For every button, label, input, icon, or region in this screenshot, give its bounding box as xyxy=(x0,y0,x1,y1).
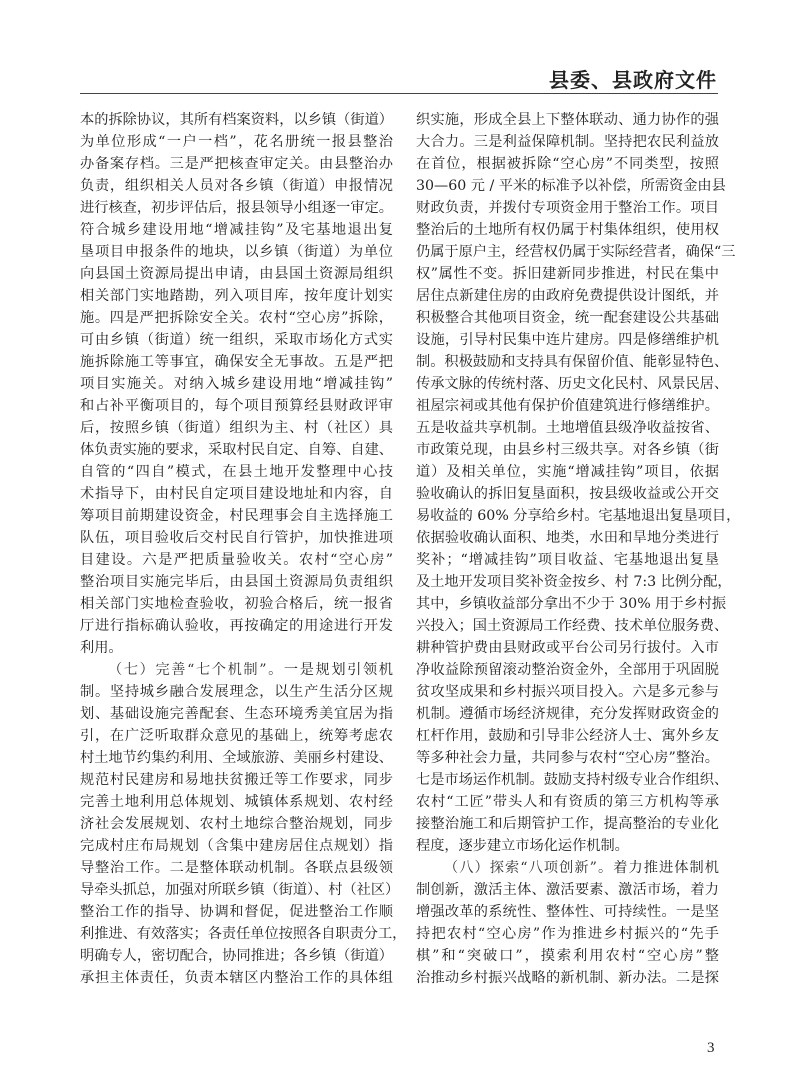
text-line: 及土地开发项目奖补资金按乡、村 7:3 比例分配， xyxy=(416,574,732,590)
text-line: 传承文脉的传统村落、历史文化民村、风景民居、 xyxy=(416,376,729,392)
text-line: 五是收益共享机制。土地增值县级净收益按省、 xyxy=(416,420,719,436)
text-line: 承担主体责任，负责本辖区内整治工作的具体组 xyxy=(80,970,393,986)
paragraph xyxy=(416,109,741,857)
text-line-content: 一是规划引领机 xyxy=(283,662,393,678)
text-line: 持把农村“空心房”作为推进乡村振兴的“先手 xyxy=(416,926,719,942)
text-line: 验收确认的拆旧复垦面积，按县级收益或公开交 xyxy=(416,486,719,502)
right-text-column xyxy=(416,109,741,989)
text-line: 术指导下，由村民自定项目建设地址和内容，自 xyxy=(80,486,393,502)
text-line: 导整治工作。二是整体联动机制。各联点县级领 xyxy=(80,860,393,876)
paragraph xyxy=(80,659,407,989)
text-line: 兴投入；国土资源局工作经费、技术单位服务费、 xyxy=(416,618,729,634)
text-line: 完善土地利用总体规划、城镇体系规划、农村经 xyxy=(80,794,393,810)
text-line: 贫攻坚成果和乡村振兴项目投入。六是多元参与 xyxy=(416,684,719,700)
text-line: 易收益的 60% 分享给乡村。宅基地退出复垦项目， xyxy=(416,508,741,524)
text-line: 治推动乡村振兴战略的新机制、新办法。二是探 xyxy=(416,970,719,986)
text-line: 农村“工匠”带头人和有资质的第三方机构等承 xyxy=(416,794,719,810)
text-line: 积极整合其他项目资金，统一配套建设公共基础 xyxy=(416,310,719,326)
text-line: 规范村民建房和易地扶贫搬迁等工作要求，同步 xyxy=(80,772,393,788)
text-line: 制创新，激活主体、激活要素、激活市场，着力 xyxy=(416,882,719,898)
text-line: 明确专人，密切配合，协同推进；各乡镇（街道） xyxy=(80,948,393,964)
paragraph xyxy=(416,857,719,989)
text-line: 机制。遵循市场经济规律，充分发挥财政资金的 xyxy=(416,706,719,722)
text-line: 设施，引导村民集中连片建房。四是修缮维护机 xyxy=(416,332,719,348)
section-heading: （七）完善“七个机制”。 xyxy=(108,662,284,678)
text-line: 等多种社会力量，共同参与农村“空心房”整治。 xyxy=(416,750,719,766)
text-line: 棋”和“突破口”，摸索利用农村“空心房”整 xyxy=(416,948,719,964)
text-line: 利推进、有效落实；各责任单位按照各自职责分工， xyxy=(80,926,407,942)
section-heading: （八）探索“八项创新”。 xyxy=(444,860,614,876)
text-line: 增强改革的系统性、整体性、可持续性。一是坚 xyxy=(416,904,719,920)
text-line: 祖屋宗祠或其他有保护价值建筑进行修缮维护。 xyxy=(416,398,719,414)
text-line: 奖补；“增减挂钩”项目收益、宅基地退出复垦 xyxy=(416,552,719,568)
text-line: 项目实施关。对纳入城乡建设用地“增减挂钩” xyxy=(80,376,393,392)
text-line: 和占补平衡项目的，每个项目预算经县财政评审 xyxy=(80,398,393,414)
text-line: 自管的“四自”模式，在县土地开发整理中心技 xyxy=(80,464,393,480)
header-divider xyxy=(80,93,718,94)
text-line: 可由乡镇（街道）统一组织，采取市场化方式实 xyxy=(80,332,393,348)
text-line: 利用。 xyxy=(80,640,123,656)
text-line: 引，在广泛听取群众意见的基础上，统筹考虑农 xyxy=(80,728,393,744)
text-line: 相关部门实地检查验收，初验合格后，统一报省 xyxy=(80,596,393,612)
text-line: 耕种管护费由县财政或平台公司另行拔付。入市 xyxy=(416,640,719,656)
text-line: 整治项目实施完毕后，由县国土资源局负责组织 xyxy=(80,574,393,590)
text-line: 完成村庄布局规划（含集中建房居住点规划）指 xyxy=(80,838,393,854)
text-line: 道）及相关单位，实施“增减挂钩”项目，依据 xyxy=(416,464,719,480)
text-line: 制。积极鼓励和支持具有保留价值、能彰显特色、 xyxy=(416,354,729,370)
text-line: 杠杆作用，鼓励和引导非公经济人士、寓外乡友 xyxy=(416,728,719,744)
text-line: 居住点新建住房的由政府免费提供设计图纸，并 xyxy=(416,288,719,304)
text-line: 在首位，根据被拆除“空心房”不同类型，按照 xyxy=(416,156,719,172)
text-line: 导牵头抓总，加强对所联乡镇（街道）、村（社区） xyxy=(80,882,400,898)
text-line: 办备案存档。三是严把核查审定关。由县整治办 xyxy=(80,156,393,172)
left-text-column xyxy=(80,109,407,989)
text-line: 济社会发展规划、农村土地综合整治规划，同步 xyxy=(80,816,393,832)
text-line: 为单位形成“一户一档”，花名册统一报县整治 xyxy=(80,134,393,150)
text-line: 程度，逐步建立市场化运作机制。 xyxy=(416,838,629,854)
text-line: 向县国土资源局提出申请，由县国土资源局组织 xyxy=(80,266,393,282)
text-line: 筹项目前期建设资金，村民理事会自主选择施工 xyxy=(80,508,393,524)
text-line: 权”属性不变。拆旧建新同步推进，村民在集中 xyxy=(416,266,719,282)
text-line: 相关部门实地踏勘，列入项目库，按年度计划实 xyxy=(80,288,393,304)
text-line: 财政负责，并拨付专项资金用于整治工作。项目 xyxy=(416,200,719,216)
text-line: 负责，组织相关人员对各乡镇（街道）申报情况 xyxy=(80,178,393,194)
text-line: 制。坚持城乡融合发展理念，以生产生活分区规 xyxy=(80,684,393,700)
text-line: 施。四是严把拆除安全关。农村“空心房”拆除， xyxy=(80,310,393,326)
text-line: 仍属于原户主，经营权仍属于实际经营者，确保“三 xyxy=(416,244,736,260)
text-line xyxy=(80,659,393,681)
text-line: 依据验收确认面积、地类，水田和旱地分类进行 xyxy=(416,530,719,546)
text-line: 其中，乡镇收益部分拿出不少于 30% 用于乡村振 xyxy=(416,596,727,612)
text-line: 村土地节约集约利用、全域旅游、美丽乡村建设、 xyxy=(80,750,393,766)
text-line: 进行核查，初步评估后，报县领导小组逐一审定。 xyxy=(80,200,393,216)
text-line: 厅进行指标确认验收，再按确定的用途进行开发 xyxy=(80,618,393,634)
text-line: 接整治施工和后期管护工作，提高整治的专业化 xyxy=(416,816,719,832)
text-line: 队伍，项目验收后交村民自行管护，加快推进项 xyxy=(80,530,393,546)
text-line: 净收益除预留滚动整治资金外，全部用于巩固脱 xyxy=(416,662,719,678)
text-line: 30—60 元 / 平米的标准予以补偿，所需资金由县 xyxy=(416,178,726,194)
text-line: 施拆除施工等事宜，确保安全无事故。五是严把 xyxy=(80,354,393,370)
text-line: 符合城乡建设用地“增减挂钩”及宅基地退出复 xyxy=(80,222,393,238)
text-line: 划、基础设施完善配套、生态环境秀美宜居为指 xyxy=(80,706,393,722)
text-line-content: 着力推进体制机 xyxy=(613,860,719,876)
text-line: 目建设。六是严把质量验收关。农村“空心房” xyxy=(80,552,393,568)
text-line xyxy=(416,857,719,879)
text-line: 市政策兑现，由县乡村三级共享。对各乡镇（街 xyxy=(416,442,719,458)
text-line: 本的拆除协议，其所有档案资料，以乡镇（街道） xyxy=(80,112,393,128)
text-line: 后，按照乡镇（街道）组织为主、村（社区）具 xyxy=(80,420,393,436)
text-line: 七是市场运作机制。鼓励支持村级专业合作组织、 xyxy=(416,772,729,788)
page-number: 3 xyxy=(707,1040,715,1056)
text-line: 织实施，形成全县上下整体联动、通力协作的强 xyxy=(416,112,719,128)
paragraph xyxy=(80,109,393,659)
text-line: 整治后的土地所有权仍属于村集体组织，使用权 xyxy=(416,222,719,238)
text-line: 体负责实施的要求，采取村民自定、自筹、自建、 xyxy=(80,442,393,458)
text-line: 整治工作的指导、协调和督促，促进整治工作顺 xyxy=(80,904,393,920)
text-line: 大合力。三是利益保障机制。坚持把农民利益放 xyxy=(416,134,719,150)
text-line: 垦项目申报条件的地块，以乡镇（街道）为单位 xyxy=(80,244,393,260)
running-header-title: 县委、县政府文件 xyxy=(549,68,717,92)
